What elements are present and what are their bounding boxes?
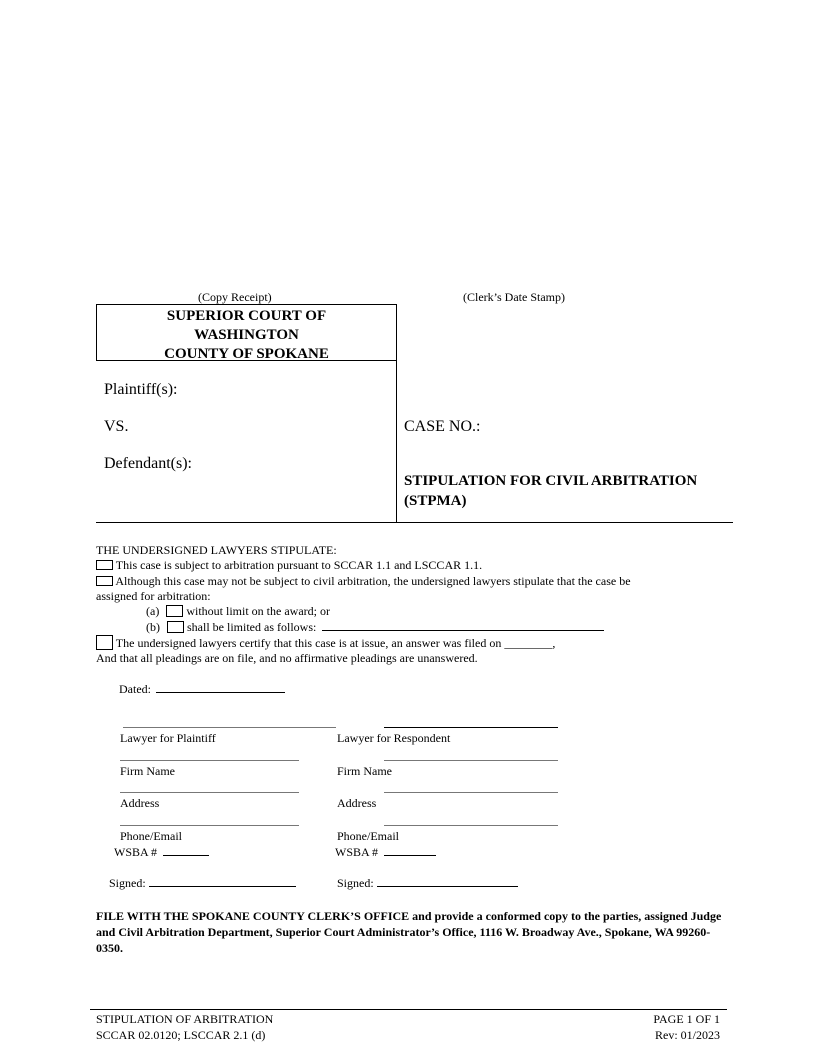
court-line-2: WASHINGTON	[194, 327, 299, 343]
plaintiff-phone-label: Phone/Email	[120, 829, 182, 843]
option-2-checkbox[interactable]	[96, 576, 113, 586]
option-1	[96, 558, 482, 573]
plaintiff-label: Plaintiff(s):	[104, 381, 178, 398]
lawyer-plaintiff-label: Lawyer for Plaintiff	[120, 731, 216, 745]
plaintiff-wsba-field[interactable]	[163, 855, 209, 856]
sub-option-b-checkbox[interactable]	[167, 621, 184, 633]
document-title-line-1: STIPULATION FOR CIVIL ARBITRATION	[404, 473, 698, 489]
sub-option-a-checkbox[interactable]	[166, 605, 183, 617]
option-3-checkbox[interactable]	[96, 635, 113, 650]
option-3-text-cont: And that all pleadings are on file, and no affirmative pleadings are unanswered.	[96, 651, 478, 665]
respondent-phone-line[interactable]	[384, 825, 558, 826]
case-number-label: CASE NO.:	[404, 418, 481, 435]
plaintiff-firm-line[interactable]	[120, 760, 299, 761]
limit-field[interactable]	[322, 630, 604, 631]
plaintiff-address-label: Address	[120, 796, 160, 810]
stipulate-heading: THE UNDERSIGNED LAWYERS STIPULATE:	[96, 543, 337, 557]
plaintiff-firm-label: Firm Name	[120, 764, 175, 778]
court-line-3: COUNTY OF SPOKANE	[164, 346, 329, 362]
respondent-phone-label: Phone/Email	[337, 829, 399, 843]
respondent-signed-field[interactable]	[377, 886, 518, 887]
vs-label: VS.	[104, 418, 129, 435]
footer-page-number: PAGE 1 OF 1	[653, 1012, 720, 1026]
defendant-label: Defendant(s):	[104, 455, 192, 472]
sub-option-a	[146, 604, 330, 619]
option-2-text-cont: assigned for arbitration:	[96, 589, 211, 603]
plaintiff-signed-label: Signed:	[109, 876, 146, 890]
respondent-firm-label: Firm Name	[337, 764, 392, 778]
option-3	[96, 635, 555, 651]
lawyer-respondent-label: Lawyer for Respondent	[337, 731, 451, 745]
footer-revision: Rev: 01/2023	[655, 1028, 720, 1042]
plaintiff-signed-field[interactable]	[149, 886, 296, 887]
option-3-text: The undersigned lawyers certify that this case is at issue, an answer was filed on ________,	[115, 636, 556, 650]
footer-rule	[90, 1009, 727, 1010]
caption-bottom-rule	[96, 522, 733, 523]
plaintiff-wsba-row	[114, 845, 209, 860]
respondent-address-label: Address	[337, 796, 377, 810]
respondent-wsba-field[interactable]	[384, 855, 436, 856]
footer-form-title: STIPULATION OF ARBITRATION	[96, 1012, 274, 1026]
respondent-wsba-label: WSBA #	[335, 845, 379, 859]
option-2-text: Although this case may not be subject to civil arbitration, the undersigned lawyers stipulate that the case be	[115, 574, 631, 588]
sub-option-b-label: (b)	[146, 620, 160, 634]
dated-label: Dated:	[119, 682, 151, 696]
sub-option-a-text: without limit on the award; or	[186, 604, 330, 618]
option-2	[96, 574, 631, 589]
respondent-address-line[interactable]	[384, 792, 558, 793]
clerk-stamp-label: (Clerk’s Date Stamp)	[463, 290, 565, 304]
caption-divider	[396, 360, 397, 522]
filing-instructions: FILE WITH THE SPOKANE COUNTY CLERK’S OFFICE and provide a conformed copy to the parties, assigned Judge and Civil Arbitration Department, Superior Court Administrator’s Office, 1116 W. Broadway Ave., Spokane, WA 99260-0350.	[96, 909, 722, 955]
respondent-signed-label: Signed:	[337, 876, 374, 890]
plaintiff-wsba-label: WSBA #	[114, 845, 158, 859]
plaintiff-phone-line[interactable]	[120, 825, 299, 826]
respondent-lawyer-line[interactable]	[384, 727, 558, 728]
option-1-text: This case is subject to arbitration pursuant to SCCAR 1.1 and LSCCAR 1.1.	[115, 558, 483, 572]
sub-option-a-label: (a)	[146, 604, 160, 618]
copy-receipt-label: (Copy Receipt)	[198, 290, 272, 304]
document-title-line-2: (STPMA)	[404, 493, 467, 509]
respondent-signed-row	[337, 876, 518, 891]
sub-option-b	[146, 620, 604, 635]
plaintiff-signed-row	[109, 876, 296, 891]
footer-rule-citation: SCCAR 02.0120; LSCCAR 2.1 (d)	[96, 1028, 266, 1042]
sub-option-b-text: shall be limited as follows:	[187, 620, 317, 634]
respondent-firm-line[interactable]	[384, 760, 558, 761]
plaintiff-address-line[interactable]	[120, 792, 299, 793]
plaintiff-lawyer-line[interactable]	[123, 727, 336, 728]
court-line-1: SUPERIOR COURT OF	[166, 308, 327, 324]
respondent-wsba-row	[335, 845, 436, 860]
dated-field[interactable]	[156, 692, 285, 693]
dated-row	[119, 682, 285, 697]
option-1-checkbox[interactable]	[96, 560, 113, 570]
court-box	[96, 304, 397, 361]
